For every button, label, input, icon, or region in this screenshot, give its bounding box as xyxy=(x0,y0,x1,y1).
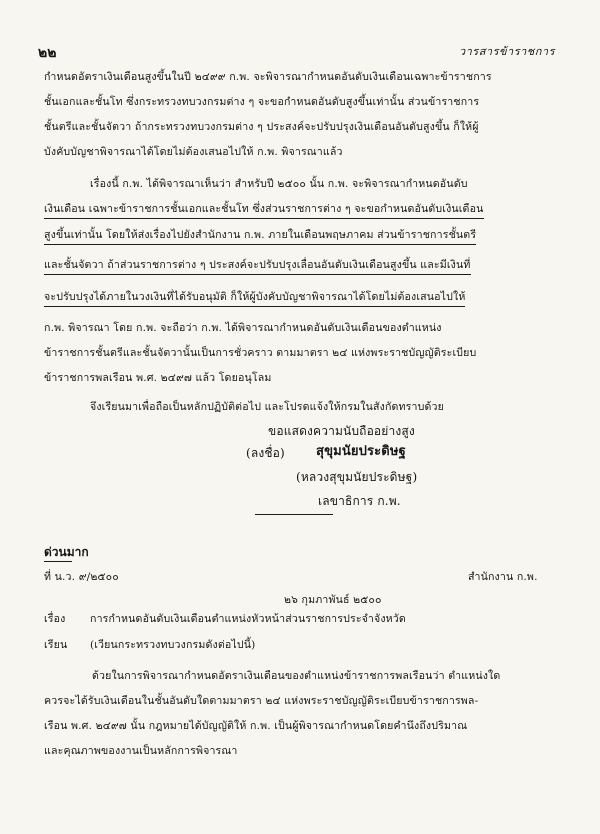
memo-addressee: (เวียนกระทรวงทบวงกรมดังต่อไปนี้) xyxy=(90,639,256,651)
signatory-name: สุขุมนัยประดิษฐ xyxy=(316,444,406,459)
signatory-full-title: (หลวงสุขุมนัยประดิษฐ) xyxy=(296,470,418,484)
signatory-position: เลขาธิการ ก.พ. xyxy=(318,494,401,508)
body-line: กำหนดอัตราเงินเดือนสูงขึ้นในปี ๒๔๙๙ ก.พ. จะพิจารณากำหนดอันดับเงินเดือนเฉพาะข้าราชการ xyxy=(44,71,492,83)
urgency-heading: ด่วนมาก xyxy=(44,545,89,559)
addressee-label: เรียน xyxy=(44,639,68,651)
body-line: ชั้นเอกและชั้นโท ซึ่งกระทรวงทบวงกรมต่าง ๆ จะขอกำหนดอันดับสูงขึ้นเท่านั้น ส่วนข้าราชการ xyxy=(44,96,480,108)
body-line: จึงเรียนมาเพื่อถือเป็นหลักปฏิบัติต่อไป และโปรดแจ้งให้กรมในสังกัดทราบด้วย xyxy=(90,401,444,413)
memo-body-line: เรือน พ.ศ. ๒๔๙๗ นั้น กฎหมายได้บัญญัติให้ ก.พ. เป็นผู้พิจารณากำหนดโดยคำนึงถึงปริมาณ xyxy=(44,720,468,732)
memo-body-line: ควรจะได้รับเงินเดือนในชั้นอันดับใดตามมาตรา ๒๔ แห่งพระราชบัญญัติระเบียบข้าราชการพล- xyxy=(44,695,479,707)
page-number: ๒๒ xyxy=(38,45,57,61)
subject-label: เรื่อง xyxy=(44,613,66,625)
body-line: ก.พ. พิจารณา โดย ก.พ. จะถือว่า ก.พ. ได้พิจารณากำหนดอันดับเงินเดือนของตำแหน่ง xyxy=(44,322,442,334)
body-line: ข้าราชการชั้นตรีและชั้นจัตวานั้นเป็นการชั่วคราว ตามมาตรา ๒๔ แห่งพระราชบัญญัติระเบียบ xyxy=(44,347,477,359)
running-title: วารสารข้าราชการ xyxy=(458,45,555,58)
body-line: เรื่องนี้ ก.พ. ได้พิจารณาเห็นว่า สำหรับปี ๒๕๐๐ นั้น ก.พ. จะพิจารณากำหนดอันดับ xyxy=(90,178,468,190)
section-divider xyxy=(255,514,333,515)
memo-reference-number: ที่ น.ว. ๙/๒๕๐๐ xyxy=(44,571,119,583)
body-line: บังคับบัญชาพิจารณาได้โดยไม่ต้องเสนอไปให้ ก.พ. พิจารณาแล้ว xyxy=(44,146,343,158)
body-line-underlined: เงินเดือน เฉพาะข้าราชการชั้นเอกและชั้นโท ซึ่งส่วนราชการต่าง ๆ จะขอกำหนดอันดับเงินเดือน xyxy=(44,202,484,219)
memo-body-line: ด้วยในการพิจารณากำหนดอัตราเงินเดือนของตำแหน่งข้าราชการพลเรือนว่า ตำแหน่งใด xyxy=(92,670,501,682)
memo-body-line: และคุณภาพของงานเป็นหลักการพิจารณา xyxy=(44,745,238,757)
memo-subject: การกำหนดอันดับเงินเดือนตำแหน่งหัวหน้าส่วนราชการประจำจังหวัด xyxy=(90,613,406,625)
body-line-underlined: สูงขึ้นเท่านั้น โดยให้ส่งเรื่องไปยังสำนักงาน ก.พ. ภายในเดือนพฤษภาคม ส่วนข้าราชการชั้นตรี xyxy=(44,228,476,245)
body-line: ชั้นตรีและชั้นจัตวา ถ้ากระทรวงทบวงกรมต่าง ๆ ประสงค์จะปรับปรุงเงินเดือนอันดับสูงขึ้น ก็ให้ผู้ xyxy=(44,121,479,133)
heading-underline xyxy=(44,561,72,562)
closing-phrase: ขอแสดงความนับถืออย่างสูง xyxy=(268,424,415,438)
body-line-underlined: และชั้นจัตวา ถ้าส่วนราชการต่าง ๆ ประสงค์จะปรับปรุงเลื่อนอันดับเงินเดือนสูงขึ้น และมีเงินที่ xyxy=(44,258,471,275)
body-line: ข้าราชการพลเรือน พ.ศ. ๒๔๙๗ แล้ว โดยอนุโลม xyxy=(44,372,272,384)
body-line-underlined: จะปรับปรุงได้ภายในวงเงินที่ได้รับอนุมัติ ก็ให้ผู้บังคับบัญชาพิจารณาได้โดยไม่ต้องเสนอไปให้ xyxy=(44,290,465,307)
memo-issuer: สำนักงาน ก.พ. xyxy=(468,571,538,583)
memo-date: ๒๖ กุมภาพันธ์ ๒๕๐๐ xyxy=(284,594,382,606)
signed-marker: (ลงชื่อ) xyxy=(246,446,285,460)
